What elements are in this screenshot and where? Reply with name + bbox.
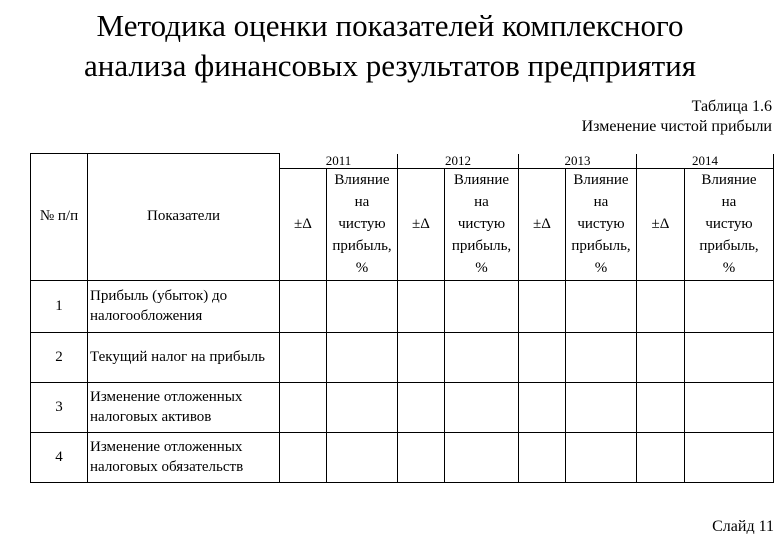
table-cell [519, 432, 566, 482]
row-indicator: Изменение отложенных налоговых обязательств [88, 432, 280, 482]
header-number-col: № п/п [31, 154, 88, 281]
slide-title [0, 6, 780, 86]
table-cell [327, 332, 398, 382]
header-delta-2011: ±Δ [280, 168, 327, 280]
table-cell [445, 432, 519, 482]
influence-line: на [721, 194, 737, 210]
table-number: Таблица 1.6 [691, 98, 772, 115]
table-cell [398, 280, 445, 332]
table-cell [566, 332, 637, 382]
table-cell [637, 432, 685, 482]
table-cell [445, 382, 519, 432]
table-cell [566, 382, 637, 432]
influence-line: Влияние [453, 172, 510, 188]
influence-line: прибыль, [451, 238, 512, 254]
influence-line: чистую [705, 216, 753, 232]
row-number: 2 [31, 332, 88, 382]
influence-line: на [474, 194, 489, 210]
table-cell [445, 332, 519, 382]
influence-line: Влияние [334, 172, 390, 188]
table-cell [637, 332, 685, 382]
header-delta-2012: ±Δ [398, 168, 445, 280]
table-cell [280, 332, 327, 382]
header-delta-2013: ±Δ [519, 168, 566, 280]
table-cell [398, 432, 445, 482]
table-cell [519, 382, 566, 432]
influence-line: прибыль, [571, 238, 631, 254]
table-cell [445, 280, 519, 332]
row-number: 1 [31, 280, 88, 332]
header-year-2013: 2013 [519, 154, 637, 169]
row-indicator: Изменение отложенных налоговых активов [88, 382, 280, 432]
header-year-2011: 2011 [280, 154, 398, 169]
table-cell [398, 382, 445, 432]
influence-line: чистую [457, 216, 506, 232]
table-cell [398, 332, 445, 382]
header-delta-2014: ±Δ [637, 168, 685, 280]
header-year-2012: 2012 [398, 154, 519, 169]
influence-line: % [722, 260, 736, 276]
influence-line: Влияние [701, 172, 757, 188]
table-cell [327, 382, 398, 432]
header-influence-2012 [445, 168, 519, 280]
header-influence-2014 [685, 168, 774, 280]
table-cell [685, 432, 774, 482]
header-indicator-col: Показатели [88, 154, 280, 281]
table-cell [637, 280, 685, 332]
header-influence-2011 [327, 168, 398, 280]
table-cell [637, 382, 685, 432]
table-cell [566, 432, 637, 482]
influence-line: % [355, 260, 369, 276]
influence-line: прибыль, [699, 238, 759, 254]
influence-line: чистую [338, 216, 386, 232]
table-cell [566, 280, 637, 332]
table-row [31, 280, 774, 332]
table-row [31, 382, 774, 432]
table-title: Изменение чистой прибыли [581, 118, 772, 135]
influence-line: прибыль, [332, 238, 392, 254]
row-number: 4 [31, 432, 88, 482]
table-cell [685, 382, 774, 432]
table-cell [280, 382, 327, 432]
influence-line: на [354, 194, 370, 210]
row-indicator: Прибыль (убыток) до налогообложения [88, 280, 280, 332]
header-influence-2013 [566, 168, 637, 280]
table-cell [280, 432, 327, 482]
table-row [31, 432, 774, 482]
table-caption [372, 97, 772, 137]
influence-line: чистую [577, 216, 625, 232]
influence-line: на [593, 194, 609, 210]
table-cell [685, 280, 774, 332]
influence-line: % [475, 260, 488, 276]
influence-line: % [594, 260, 608, 276]
header-year-2014: 2014 [637, 154, 774, 169]
table-row [31, 332, 774, 382]
row-number: 3 [31, 382, 88, 432]
slide-number: Слайд 11 [712, 518, 774, 535]
table-cell [685, 332, 774, 382]
table-cell [280, 280, 327, 332]
profit-change-table [30, 153, 774, 483]
influence-line: Влияние [573, 172, 629, 188]
table-cell [327, 280, 398, 332]
table-cell [327, 432, 398, 482]
slide-title-line1: Методика оценки показателей комплексного [96, 8, 684, 43]
table-cell [519, 332, 566, 382]
row-indicator: Текущий налог на прибыль [88, 332, 280, 382]
slide-title-line2: анализа финансовых результатов предприятия [83, 48, 697, 83]
table-cell [519, 280, 566, 332]
